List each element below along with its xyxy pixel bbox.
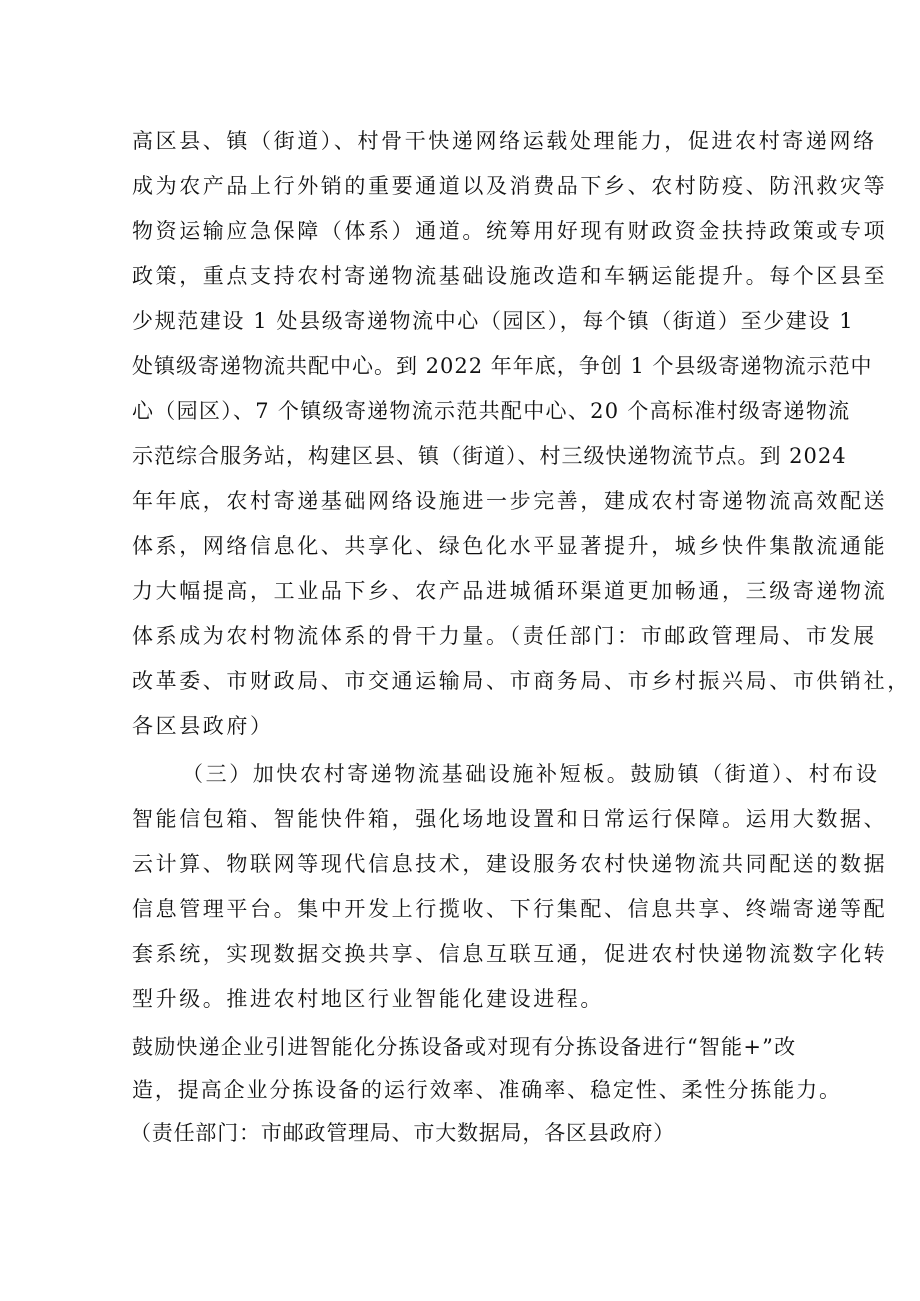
- paragraph-2-line-6: 型升级。推进农村地区行业智能化建设进程。: [132, 987, 604, 1011]
- paragraph-1-line-9: 年年底，农村寄递基础网络设施进一步完善，建成农村寄递物流高效配送: [132, 489, 888, 513]
- paragraph-1-line-11: 力大幅提高，工业品下乡、农产品进城循环渠道更加畅通，三级寄递物流: [132, 579, 888, 603]
- paragraph-1-line-5: 少规范建设 1 处县级寄递物流中心（园区），每个镇（街道）至少建设 1: [132, 309, 855, 333]
- paragraph-1-line-6: 处镇级寄递物流共配中心。到 2022 年年底，争创 1 个县级寄递物流示范中: [132, 354, 873, 378]
- paragraph-1-line-2: 成为农产品上行外销的重要通道以及消费品下乡、农村防疫、防汛救灾等: [132, 174, 888, 198]
- paragraph-1-line-7: 心（园区）、7 个镇级寄递物流示范共配中心、20 个高标准村级寄递物流: [132, 399, 851, 423]
- paragraph-2-line-4: 信息管理平台。集中开发上行揽收、下行集配、信息共享、终端寄递等配: [132, 897, 888, 921]
- paragraph-1-line-12: 体系成为农村物流体系的骨干力量。（责任部门：市邮政管理局、市发展: [132, 624, 877, 648]
- paragraph-2-line-1: （三）加快农村寄递物流基础设施补短板。鼓励镇（街道）、村布设: [182, 762, 880, 786]
- paragraph-1-line-13: 改革委、市财政局、市交通运输局、市商务局、市乡村振兴局、市供销社，: [132, 669, 911, 693]
- paragraph-1-line-4: 政策，重点支持农村寄递物流基础设施改造和车辆运能提升。每个区县至: [132, 264, 888, 288]
- paragraph-2-line-3: 云计算、物联网等现代信息技术，建设服务农村快递物流共同配送的数据: [132, 852, 888, 876]
- paragraph-2-line-5: 套系统，实现数据交换共享、信息互联互通，促进农村快递物流数字化转: [132, 942, 888, 966]
- paragraph-3-line-2: 造，提高企业分拣设备的运行效率、准确率、稳定性、柔性分拣能力。: [132, 1078, 842, 1102]
- paragraph-1-line-14: 各区县政府）: [132, 714, 274, 738]
- paragraph-2-line-2: 智能信包箱、智能快件箱，强化场地设置和日常运行保障。运用大数据、: [132, 807, 888, 831]
- paragraph-1-line-1: 高区县、镇（街道）、村骨干快递网络运载处理能力，促进农村寄递网络: [132, 129, 877, 153]
- paragraph-1-line-8: 示范综合服务站，构建区县、镇（街道）、村三级快递物流节点。到 2024: [132, 444, 847, 468]
- paragraph-1-line-3: 物资运输应急保障（体系）通道。统筹用好现有财政资金扶持政策或专项: [132, 219, 888, 243]
- paragraph-1-line-10: 体系，网络信息化、共享化、绿色化水平显著提升，城乡快件集散流通能: [132, 534, 888, 558]
- paragraph-3-line-3: （责任部门：市邮政管理局、市大数据局，各区县政府）: [130, 1121, 675, 1145]
- paragraph-3-line-1: 鼓励快递企业引进智能化分拣设备或对现有分拣设备进行“智能+”改: [132, 1035, 797, 1059]
